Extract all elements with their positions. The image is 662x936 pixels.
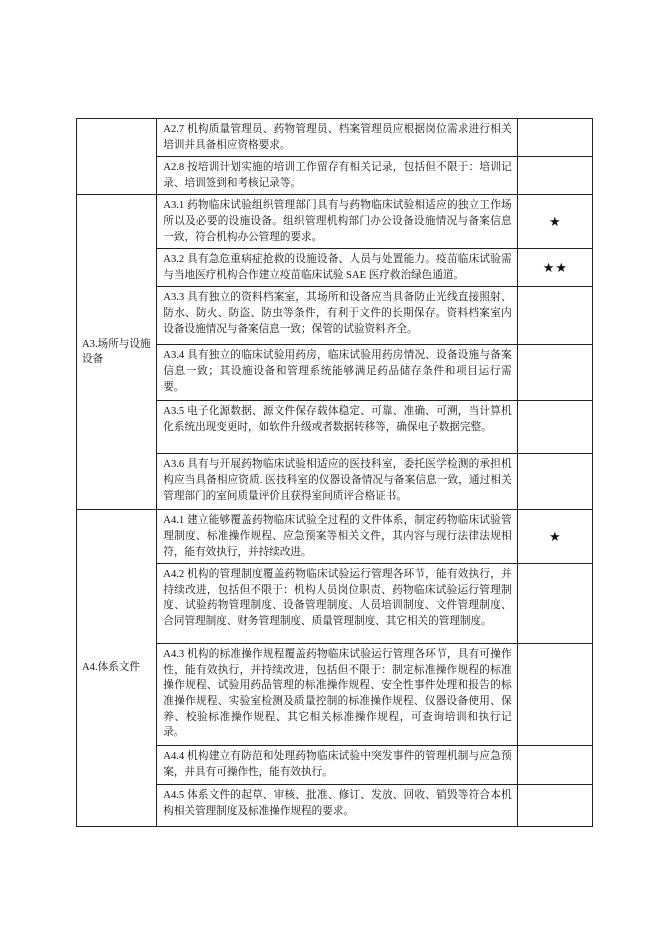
standards-table	[76, 118, 593, 827]
star-rating: ★★	[517, 249, 592, 287]
star-rating: ★	[517, 510, 592, 564]
star-rating: ★	[517, 195, 592, 249]
item-text: A4.4 机构建立有防范和处理药物临床试验中突发事件的管理机制与应急预案，并具有可操作性，能有效执行。	[157, 746, 517, 785]
star-rating	[517, 345, 592, 401]
item-text: A4.2 机构的管理制度覆盖药物临床试验运行管理各环节，能有效执行，并持续改进，包括但不限于：机构人员岗位职责、药物临床试验运行管理制度、试验药物管理制度、设备管理制度、人员培训制度、文件管理制度、合同管理制度、财务管理制度、质量管理制度、其它相关的管理制度。	[157, 564, 517, 644]
item-text: A2.8 按培训计划实施的培训工作留存有相关记录，包括但不限于：培训记录、培训签到和考核记录等。	[157, 157, 517, 195]
item-text: A4.3 机构的标准操作规程覆盖药物临床试验运行管理各环节，具有可操作性，能有效执行，并持续改进，包括但不限于：制定标准操作规程的标准操作规程、试验用药品管理的标准操作规程、安全性事件处理和报告的标准操作规程、实验室检测及质量控制的标准操作规程、仪器设备使用、保养、校验标准操作规程、其它相关标准操作规程，可查询培训和执行记录。	[157, 644, 517, 746]
item-text: A3.3 具有独立的资料档案室，其场所和设备应当具备防止光线直接照射、防水、防火、防盗、防虫等条件，有利于文件的长期保存。资料档案室内设备设施情况与备案信息一致；保管的试验资料齐全。	[157, 287, 517, 345]
star-rating	[517, 564, 592, 644]
item-text: A3.5 电子化源数据、源文件保存载体稳定、可靠、准确、可溯，当计算机化系统出现变更时，如软件升级或者数据转移等，确保电子数据完整。	[157, 401, 517, 454]
item-text: A4.5 体系文件的起草、审核、批准、修订、发放、回收、销毁等符合本机构相关管理制度及标准操作规程的要求。	[157, 785, 517, 827]
item-text: A3.2 具有急危重病症抢救的设施设备、人员与处置能力。疫苗临床试验需与当地医疗机构合作建立疫苗临床试验 SAE 医疗救治绿色通道。	[157, 249, 517, 287]
star-rating	[517, 644, 592, 746]
star-rating	[517, 157, 592, 195]
item-text: A3.1 药物临床试验组织管理部门具有与药物临床试验相适应的独立工作场所以及必要的设施设备。组织管理机构部门办公设备设施情况与备案信息一致，符合机构办公管理的要求。	[157, 195, 517, 249]
item-text: A2.7 机构质量管理员、药物管理员、档案管理员应根据岗位需求进行相关培训并具备相应资格要求。	[157, 119, 517, 157]
table-row	[77, 510, 593, 564]
table-row	[77, 119, 593, 157]
item-text: A3.4 具有独立的临床试验用药房，临床试验用药房情况、设备设施与备案信息一致；其设施设备和管理系统能够满足药品储存条件和项目运行需要。	[157, 345, 517, 401]
star-rating	[517, 454, 592, 510]
star-rating	[517, 287, 592, 345]
group-a4-label: A4.体系文件	[77, 510, 157, 827]
star-rating	[517, 746, 592, 785]
table-row	[77, 195, 593, 249]
group-a3-label: A3.场所与设施设备	[77, 195, 157, 510]
star-rating	[517, 401, 592, 454]
item-text: A4.1 建立能够覆盖药物临床试验全过程的文件体系，制定药物临床试验管理制度、标准操作规程、应急预案等相关文件，其内容与现行法律法规相符，能有效执行，并持续改进。	[157, 510, 517, 564]
item-text: A3.6 具有与开展药物临床试验相适应的医技科室，委托医学检测的承担机构应当具备相应资质. 医技科室的仪器设备情况与备案信息一致，通过相关管理部门的室间质量评价且获得室间质评合格证书。	[157, 454, 517, 510]
star-rating	[517, 785, 592, 827]
group-a2-cell	[77, 119, 157, 195]
star-rating	[517, 119, 592, 157]
